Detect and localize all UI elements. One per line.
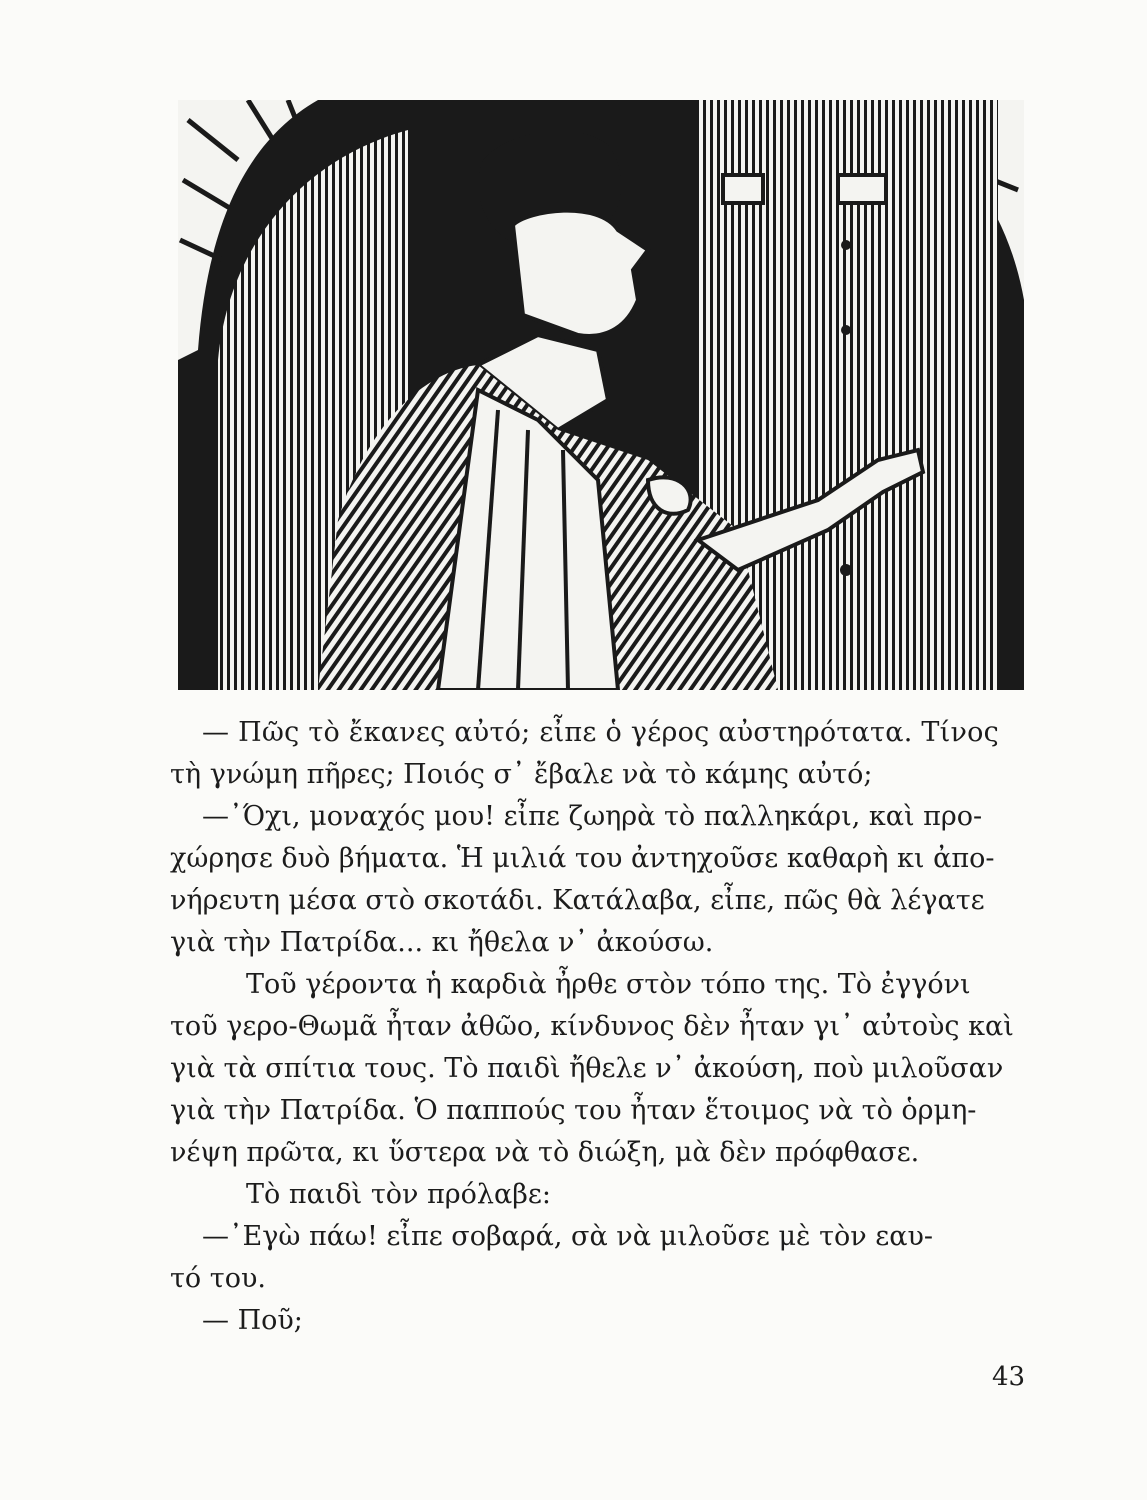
text-line: τοῦ γερο-Θωμᾶ ἦταν ἀθῶο, κίνδυνος δὲν ἦταν γι᾽ αὐτοὺς καὶ — [170, 1011, 1014, 1042]
page-number: 43 — [992, 1362, 1026, 1392]
text-line: γιὰ τὴν Πατρίδα. Ὁ παππούς του ἦταν ἕτοιμος νὰ τὸ ὁρμη- — [170, 1095, 977, 1126]
text-line: γιὰ τὰ σπίτια τους. Τὸ παιδὶ ἤθελε ν᾽ ἀκούση, ποὺ μιλοῦσαν — [170, 1053, 1004, 1084]
text-line: —᾽Εγὼ πάω! εἶπε σοβαρά, σὰ νὰ μιλοῦσε μὲ τὸν εαυ- — [202, 1221, 934, 1252]
text-line: —᾽Όχι, μοναχός μου! εἶπε ζωηρὰ τὸ παλληκάρι, καὶ προ- — [202, 801, 983, 832]
text-line: Τοῦ γέροντα ἡ καρδιὰ ἦρθε στὸν τόπο της. Τὸ ἐγγόνι — [246, 969, 971, 1000]
text-line: Τὸ παιδὶ τὸν πρόλαβε: — [246, 1179, 551, 1210]
woodcut-illustration — [178, 100, 1024, 690]
text-line: τὴ γνώμη πῆρες; Ποιός σ᾽ ἔβαλε νὰ τὸ κάμης αὐτό; — [170, 759, 873, 790]
text-line: — Πῶς τὸ ἔκανες αὐτό; εἶπε ὁ γέρος αὐστηρότατα. Τίνος — [202, 717, 999, 748]
text-line: νήρευτη μέσα στὸ σκοτάδι. Κατάλαβα, εἶπε, πῶς θὰ λέγατε — [170, 885, 985, 916]
text-line: γιὰ τὴν Πατρίδα... κι ἤθελα ν᾽ ἀκούσω. — [170, 927, 714, 958]
text-line: νέψη πρῶτα, κι ὕστερα νὰ τὸ διώξη, μὰ δὲν πρόφθασε. — [170, 1137, 920, 1168]
woodcut-youth-at-door-icon — [178, 100, 1024, 690]
text-line: — Ποῦ; — [202, 1305, 303, 1336]
text-line: τό του. — [170, 1263, 266, 1294]
story-text — [170, 712, 1036, 1342]
text-line: χώρησε δυὸ βήματα. Ἡ μιλιά του ἀντηχοῦσε καθαρὴ κι ἀπο- — [170, 843, 995, 874]
